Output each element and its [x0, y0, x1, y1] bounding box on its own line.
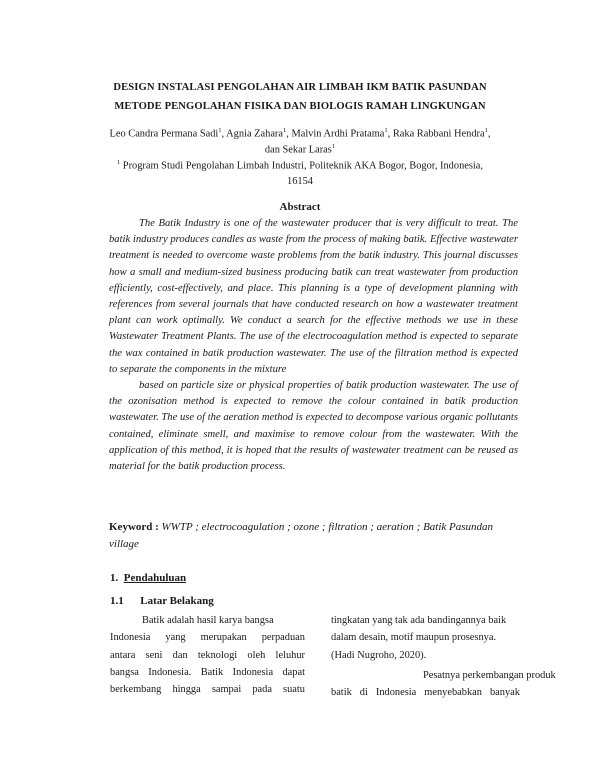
text-line: tingkatan yang tak ada bandingannya baik — [331, 615, 507, 626]
keyword-list: WWTP ; electrocoagulation ; ozone ; filtration ; aeration ; Batik Pasundan village — [109, 521, 494, 550]
affiliation-mark: 1 — [116, 159, 121, 166]
affiliation-mark: 1 — [384, 127, 388, 134]
keywords — [109, 519, 518, 552]
author-name: dan Sekar Laras — [264, 144, 332, 156]
author-name: Leo Candra Permana Sadi — [109, 128, 219, 140]
text-line: antara seni dan teknologi oleh leluhur — [110, 649, 305, 661]
text-line: Indonesia yang merupakan perpaduan — [110, 632, 305, 644]
affiliation-line-2: 16154 — [287, 176, 313, 187]
paper-title-line-2: METODE PENGOLAHAN FISIKA DAN BIOLOGIS RAMAH LINGKUNGAN — [114, 101, 486, 112]
abstract-body — [109, 216, 518, 475]
author-name: Malvin Ardhi Pratama — [291, 128, 385, 140]
left-column — [110, 612, 305, 698]
affiliation-line-1: $^1$ Program Studi Pengolahan Limbah Industri, Politeknik AKA Bogor, Bogor, Indonesia, — [116, 159, 484, 172]
text-line: dalam desain, motif maupun prosesnya. — [331, 632, 497, 644]
author-name: Agnia Zahara — [226, 128, 284, 140]
text-line: batik di Indonesia menyebabkan banyak — [331, 687, 520, 699]
affiliation-mark: 1 — [218, 127, 222, 134]
text-line: Pesatnya perkembangan produk — [423, 669, 556, 681]
section-heading-pendahuluan: 1. Pendahuluan — [110, 572, 187, 584]
subsection-heading-latar-belakang: 1.1 Latar Belakang — [110, 595, 214, 607]
paper-title-line-1: DESIGN INSTALASI PENGOLAHAN AIR LIMBAH IKM BATIK PASUNDAN — [113, 82, 487, 93]
text-line: (Hadi Nugroho, 2020). — [331, 649, 427, 661]
author-list-line-2 — [90, 143, 510, 155]
author-list: Leo Candra Permana Sadi$^1$, Agnia Zahara$^1$, Malvin Ardhi Pratama$^1$, Raka Rabbani Hendra$^1$, — [109, 127, 491, 140]
abstract-paragraph-1: The Batik Industry is one of the wastewater producer that is very difficult to treat. The batik industry produces candles as waste from the process of making batik. Effective wastewater treatment is needed to overcome waste problems from the batik industry. This journal discusses how a small and medium-sized business producing batik can treat wastewater from production efficiently, cost-effectively, and place. This planning is a type of development planning with references from several journals that have conducted research on how a wastewater treatment plant can work optimally. We conduct a search for the effective methods we use in these Wastewater Treatment Plants. The use of the electrocoagulation method is expected to separate the wax contained in batik production wastewater. The use of the filtration method is expected to separate the components in the mixture — [109, 218, 519, 375]
affiliation-mark: 1 — [484, 127, 488, 134]
abstract-paragraph-2: based on particle size or physical properties of batik production wastewater. The use of the ozonisation method is expected to remove the colour contained in batik production wastewater. The use of the aeration method is expected to decompose various organic pollutants contained, eliminate smell, and maximise to remove colour from the wastewater. With the application of this method, it is hoped that the results of wastewater treatment can be reused as material for the batik production process. — [109, 380, 519, 473]
text-line: berkembang hingga sampai pada suatu — [110, 684, 305, 696]
affiliation-mark: 1 — [283, 127, 287, 134]
author-name: Raka Rabbani Hendra — [392, 128, 485, 140]
abstract-heading: Abstract — [279, 201, 321, 213]
right-column — [331, 612, 556, 701]
keyword-label: Keyword : — [109, 521, 159, 533]
text-line: Batik adalah hasil karya bangsa — [142, 615, 274, 626]
text-line: bangsa Indonesia. Batik Indonesia dapat — [110, 666, 305, 678]
affiliation-mark: 1 — [331, 143, 336, 150]
